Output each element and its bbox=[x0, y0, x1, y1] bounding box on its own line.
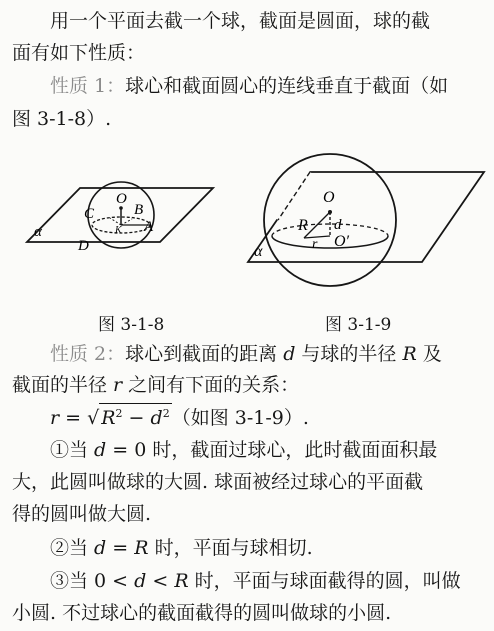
figure-3-1-8 bbox=[20, 170, 220, 270]
property-1-text: 球心和截面圆心的连线垂直于截面（如 bbox=[125, 75, 449, 97]
formula-ref: （如图 3-1-9）. bbox=[171, 407, 309, 429]
var-d: d bbox=[94, 439, 107, 461]
property-2-text: 之间有下面的关系： bbox=[122, 374, 300, 396]
item-1-text: = 0 时，截面过球心，此时截面面积最 bbox=[106, 439, 438, 461]
var-d: d bbox=[283, 343, 296, 365]
property-2-text: 与球的半径 bbox=[295, 343, 403, 365]
formula-r: r bbox=[50, 407, 60, 429]
label-K: K bbox=[115, 225, 122, 236]
radicand bbox=[99, 403, 171, 428]
item-1-line-3: 得的圆叫做大圆. bbox=[12, 503, 152, 525]
label-C: C bbox=[84, 206, 95, 222]
item-3-text: < bbox=[146, 570, 175, 592]
plane-alpha bbox=[248, 172, 484, 262]
item-2-text: = bbox=[106, 537, 135, 559]
var-R: R bbox=[134, 537, 149, 559]
intro-line-1: 用一个平面去截一个球，截面是圆面，球的截 bbox=[50, 10, 431, 32]
formula bbox=[50, 403, 484, 431]
var-R: R bbox=[402, 343, 417, 365]
property-1-label: 性质 1： bbox=[50, 75, 126, 97]
item-2-text: 时，平面与球相切. bbox=[148, 537, 313, 559]
label-R: R bbox=[298, 217, 308, 234]
caption-figure-3-1-9: 图 3-1-9 bbox=[325, 315, 392, 335]
var-d: d bbox=[94, 537, 107, 559]
formula-d: d bbox=[150, 407, 163, 429]
property-2-text: 截面的半径 bbox=[12, 374, 114, 396]
item-3-line-2: 小圆. 不过球心的截面截得的圆叫做球的小圆. bbox=[12, 602, 392, 624]
formula-minus: − bbox=[122, 407, 151, 429]
label-alpha: α bbox=[34, 224, 42, 240]
property-2-text: 球心到截面的距离 bbox=[125, 343, 284, 365]
label-B: B bbox=[134, 202, 144, 218]
exponent: 2 bbox=[162, 407, 170, 420]
label-A: A bbox=[144, 219, 154, 235]
item-3-text: 时，平面与球面截得的圆，叫做 bbox=[188, 570, 461, 592]
property-2-text: 及 bbox=[416, 343, 442, 365]
item-3-line-1 bbox=[50, 568, 484, 594]
label-alpha: α bbox=[254, 243, 263, 260]
label-d: d bbox=[334, 217, 342, 233]
figure-3-1-9 bbox=[238, 150, 488, 300]
formula-eq: = bbox=[59, 407, 88, 429]
property-2-line-2 bbox=[12, 372, 484, 398]
item-1-line-1 bbox=[50, 437, 484, 463]
label-O-prime: O′ bbox=[334, 233, 350, 250]
var-d: d bbox=[134, 570, 147, 592]
label-D: D bbox=[78, 238, 89, 254]
var-r: r bbox=[113, 374, 123, 396]
item-3-text: ③当 0 < bbox=[50, 570, 135, 592]
property-2-label: 性质 2： bbox=[50, 343, 126, 365]
item-1-text: ①当 bbox=[50, 439, 95, 461]
var-R: R bbox=[174, 570, 189, 592]
exponent: 2 bbox=[115, 407, 123, 420]
sqrt-sign: √ bbox=[87, 407, 100, 429]
property-1-line-1 bbox=[50, 73, 484, 99]
property-2-line-1 bbox=[50, 341, 484, 367]
label-O: O bbox=[116, 191, 127, 207]
label-r: r bbox=[312, 237, 318, 252]
item-2-line-1 bbox=[50, 535, 484, 561]
formula-R: R bbox=[101, 407, 116, 429]
label-O: O bbox=[323, 189, 335, 206]
caption-figure-3-1-8: 图 3-1-8 bbox=[98, 315, 165, 335]
intro-line-2: 面有如下性质： bbox=[12, 42, 146, 64]
item-2-text: ②当 bbox=[50, 537, 95, 559]
property-1-line-2: 图 3-1-8）. bbox=[12, 108, 112, 130]
item-1-line-2: 大，此圆叫做球的大圆. 球面被经过球心的平面截 bbox=[12, 471, 424, 493]
